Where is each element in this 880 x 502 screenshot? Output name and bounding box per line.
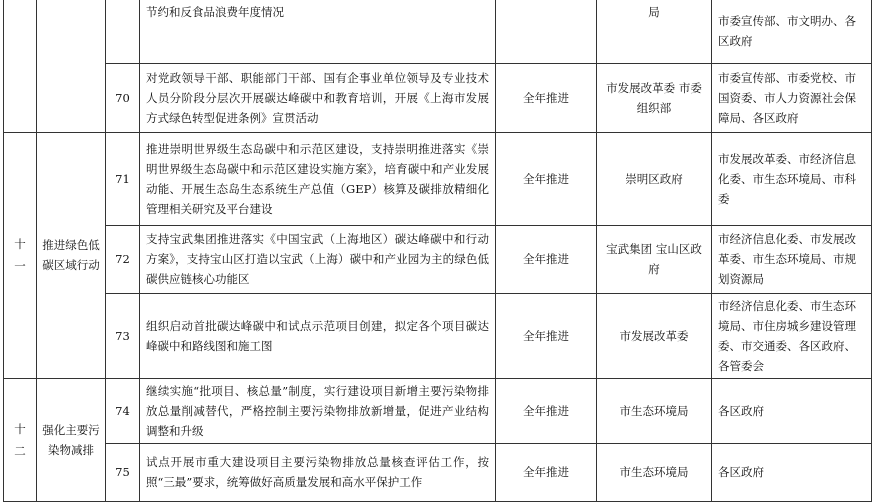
lead-cell: 崇明区政府 (597, 132, 712, 225)
task-cell: 对党政领导干部、职能部门干部、国有企事业单位领导及专业技术人员分阶段分层次开展碳达峰碳中和教育培训，开展《上海市发展方式绿色转型促进条例》宣贯活动 (140, 63, 496, 132)
num-cell (106, 0, 140, 63)
time-cell: 全年推进 (496, 378, 597, 443)
num-cell: 71 (106, 132, 140, 225)
table-row (4, 132, 872, 225)
lead-cell: 市发展改革委 市委组织部 (597, 63, 712, 132)
category-cell (37, 132, 106, 378)
coop-cell: 各区政府 (712, 443, 872, 501)
time-cell: 全年推进 (496, 63, 597, 132)
seq-cell (4, 132, 37, 378)
num-cell: 72 (106, 225, 140, 293)
task-cell: 组织启动首批碳达峰碳中和试点示范项目创建，拟定各个项目碳达峰碳中和路线图和施工图 (140, 293, 496, 378)
time-cell: 全年推进 (496, 132, 597, 225)
table-row (4, 378, 872, 443)
coop-cell: 各区政府 (712, 378, 872, 443)
section-number: 十二 (14, 421, 26, 458)
seq-cell (4, 378, 37, 501)
table-row (4, 0, 872, 63)
lead-cell: 市生态环境局 (597, 443, 712, 501)
table-row (4, 293, 872, 378)
coop-cell: 市经济信息化委、市生态环境局、市住房城乡建设管理委、市交通委、各区政府、各管委会 (712, 293, 872, 378)
num-cell: 70 (106, 63, 140, 132)
category-label: 强化主要污染物减排 (42, 422, 100, 457)
coop-cell: 市发展改革委、市经济信息化委、市生态环境局、市科委 (712, 132, 872, 225)
num-cell: 74 (106, 378, 140, 443)
time-cell: 全年推进 (496, 225, 597, 293)
table-row (4, 443, 872, 501)
coop-cell: 市委宣传部、市文明办、各区政府 (712, 0, 872, 63)
lead-cell: 市发展改革委 (597, 293, 712, 378)
category-cell (37, 378, 106, 501)
coop-cell: 市委宣传部、市委党校、市国资委、市人力资源社会保障局、各区政府 (712, 63, 872, 132)
table-row (4, 63, 872, 132)
category-label: 推进绿色低碳区域行动 (42, 238, 100, 272)
coop-cell: 市经济信息化委、市发展改革委、市生态环境局、市规划资源局 (712, 225, 872, 293)
lead-cell: 局 (597, 0, 712, 63)
num-cell: 73 (106, 293, 140, 378)
task-table (3, 0, 872, 502)
category-cell (37, 0, 106, 132)
section-number: 十一 (14, 237, 26, 273)
lead-cell: 市生态环境局 (597, 378, 712, 443)
table-row (4, 225, 872, 293)
task-cell: 节约和反食品浪费年度情况 (140, 0, 496, 63)
task-cell: 支持宝武集团推进落实《中国宝武（上海地区）碳达峰碳中和行动方案》，支持宝山区打造以宝武（上海）碳中和产业园为主的绿色低碳供应链核心功能区 (140, 225, 496, 293)
num-cell: 75 (106, 443, 140, 501)
seq-cell (4, 0, 37, 132)
time-cell (496, 0, 597, 63)
time-cell: 全年推进 (496, 293, 597, 378)
task-cell: 试点开展市重大建设项目主要污染物排放总量核查评估工作，按照“三最”要求，统筹做好高质量发展和高水平保护工作 (140, 443, 496, 501)
task-cell: 推进崇明世界级生态岛碳中和示范区建设，支持崇明推进落实《崇明世界级生态岛碳中和示范区建设实施方案》，培育碳中和产业发展动能、开展生态岛生态系统生产总值（GEP）核算及碳排放精细化管理相关研究及平台建设 (140, 132, 496, 225)
task-cell: 继续实施“批项目、核总量”制度，实行建设项目新增主要污染物排放总量削减替代，严格控制主要污染物排放新增量，促进产业结构调整和升级 (140, 378, 496, 443)
time-cell: 全年推进 (496, 443, 597, 501)
lead-cell: 宝武集团 宝山区政府 (597, 225, 712, 293)
